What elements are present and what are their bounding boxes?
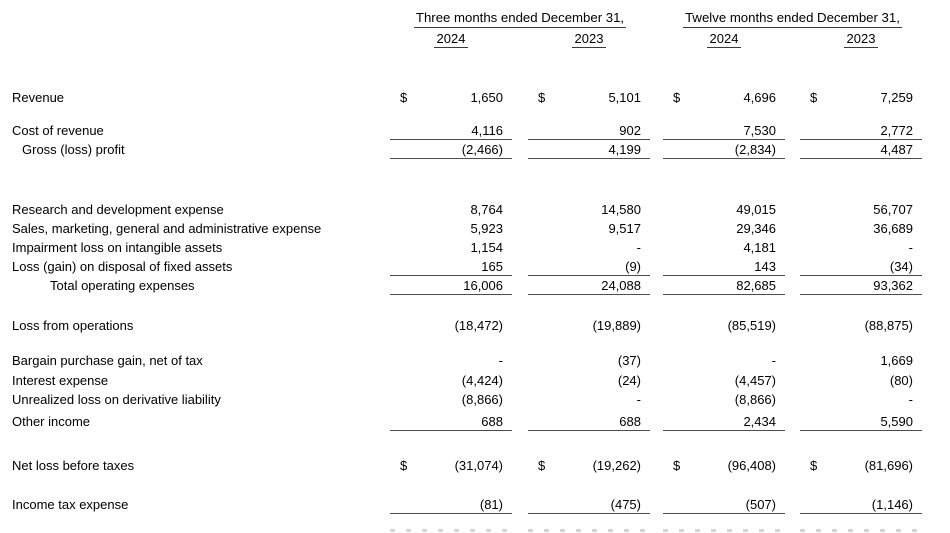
cell-value: 9,517 (608, 221, 641, 236)
table-cell (528, 456, 650, 475)
cell-value: 2,772 (880, 123, 913, 138)
cell-value: (19,889) (592, 318, 641, 333)
dollar-sign (528, 121, 538, 139)
cell-value: (37) (617, 353, 641, 368)
row-label: Loss from operations (12, 318, 134, 333)
table-cell (663, 88, 785, 107)
dollar-sign (800, 276, 810, 294)
table-cell (800, 412, 922, 431)
dollar-sign (390, 412, 400, 430)
cell-value: 5,923 (470, 221, 503, 236)
table-cell (528, 495, 650, 514)
table-cell (528, 219, 650, 238)
cell-value: 165 (481, 259, 503, 274)
table-cell (663, 316, 785, 335)
clipped-bottom-row-fragment (528, 529, 650, 532)
dollar-sign: $ (400, 458, 408, 473)
table-row (0, 495, 950, 514)
table-cell (800, 351, 922, 370)
table-cell (663, 495, 785, 514)
cell-value: 8,764 (470, 202, 503, 217)
dollar-sign (528, 219, 538, 238)
dollar-sign (800, 316, 810, 335)
dollar-sign (800, 371, 810, 390)
dollar-sign (663, 219, 673, 238)
row-label: Impairment loss on intangible assets (12, 240, 223, 255)
table-cell (663, 412, 785, 431)
cell-value: (31,074) (454, 458, 503, 473)
cell-value: (507) (745, 497, 776, 512)
cell-value: 4,199 (608, 142, 641, 157)
cell-value: (1,146) (871, 497, 913, 512)
cell-value: 2,434 (743, 414, 776, 429)
table-cell (663, 390, 785, 409)
dollar-sign (800, 238, 810, 257)
dollar-sign (528, 140, 538, 158)
cell-value: 56,707 (873, 202, 913, 217)
period-header-text: Twelve months ended December 31, (683, 10, 902, 28)
dollar-sign (390, 495, 400, 513)
table-cell (663, 276, 785, 295)
table-cell (800, 390, 922, 409)
dollar-sign (663, 495, 673, 513)
row-label: Total operating expenses (50, 278, 195, 293)
table-cell (390, 276, 512, 295)
row-label: Sales, marketing, general and administrative expense (12, 221, 322, 236)
dollar-sign (663, 412, 673, 430)
table-row (0, 276, 950, 295)
table-cell (800, 140, 922, 159)
table-cell (528, 121, 650, 140)
table-cell (390, 495, 512, 514)
table-cell (800, 200, 922, 219)
table-row (0, 316, 950, 335)
dollar-sign (528, 316, 538, 335)
table-cell (528, 316, 650, 335)
cell-value: (475) (610, 497, 641, 512)
cell-value: - (908, 392, 913, 407)
year-header-2023: 2023 (800, 30, 922, 49)
cell-value: - (636, 392, 641, 407)
cell-value: 7,259 (880, 90, 913, 105)
table-row (0, 351, 950, 370)
table-cell (390, 140, 512, 159)
cell-value: 82,685 (736, 278, 776, 293)
cell-value: (8,866) (461, 392, 503, 407)
table-cell (663, 219, 785, 238)
dollar-sign: $ (810, 458, 818, 473)
cell-value: 4,181 (743, 240, 776, 255)
table-cell (663, 351, 785, 370)
dollar-sign (390, 121, 400, 139)
year-header-2024: 2024 (663, 30, 785, 49)
table-cell (800, 219, 922, 238)
table-cell (800, 88, 922, 107)
table-cell (390, 219, 512, 238)
clipped-bottom-row-fragment (800, 529, 922, 532)
table-cell (528, 412, 650, 431)
table-cell (528, 371, 650, 390)
cell-value: 5,101 (608, 90, 641, 105)
table-cell (663, 238, 785, 257)
table-cell (663, 140, 785, 159)
dollar-sign (663, 200, 673, 219)
dollar-sign (528, 276, 538, 294)
table-cell (800, 276, 922, 295)
cell-value: (88,875) (864, 318, 913, 333)
dollar-sign (528, 371, 538, 390)
table-row (0, 121, 950, 140)
dollar-sign (528, 238, 538, 257)
clipped-bottom-row-fragment (663, 529, 785, 532)
table-row (0, 412, 950, 431)
dollar-sign (800, 495, 810, 513)
table-cell (390, 88, 512, 107)
table-cell (390, 456, 512, 475)
table-row (0, 88, 950, 107)
dollar-sign (663, 140, 673, 158)
cell-value: 5,590 (880, 414, 913, 429)
table-cell (663, 200, 785, 219)
cell-value: 93,362 (873, 278, 913, 293)
dollar-sign (663, 257, 673, 275)
dollar-sign (390, 257, 400, 275)
table-row (0, 257, 950, 276)
dollar-sign (800, 257, 810, 275)
cell-value: 24,088 (601, 278, 641, 293)
table-cell (800, 316, 922, 335)
dollar-sign (800, 200, 810, 219)
cell-value: 1,669 (880, 353, 913, 368)
cell-value: (18,472) (454, 318, 503, 333)
year-header-2023: 2023 (528, 30, 650, 49)
dollar-sign (390, 238, 400, 257)
dollar-sign (528, 200, 538, 219)
table-cell (528, 257, 650, 276)
table-cell (390, 200, 512, 219)
dollar-sign (663, 371, 673, 390)
table-row (0, 371, 950, 390)
dollar-sign (528, 412, 538, 430)
row-label: Loss (gain) on disposal of fixed assets (12, 259, 233, 274)
table-cell (528, 140, 650, 159)
cell-value: - (636, 240, 641, 255)
cell-value: 1,650 (470, 90, 503, 105)
cell-value: (8,866) (734, 392, 776, 407)
period-header-text: Three months ended December 31, (414, 10, 626, 28)
table-cell (528, 351, 650, 370)
dollar-sign (800, 412, 810, 430)
table-cell (528, 200, 650, 219)
row-label: Revenue (12, 90, 65, 105)
dollar-sign (528, 390, 538, 409)
dollar-sign: $ (538, 458, 546, 473)
cell-value: (19,262) (592, 458, 641, 473)
cell-value: 29,346 (736, 221, 776, 236)
table-cell (528, 88, 650, 107)
cell-value: (96,408) (727, 458, 776, 473)
cell-value: 1,154 (470, 240, 503, 255)
cell-value: (81) (479, 497, 503, 512)
dollar-sign (390, 351, 400, 370)
dollar-sign: $ (538, 90, 546, 105)
dollar-sign: $ (673, 458, 681, 473)
cell-value: (2,466) (461, 142, 503, 157)
cell-value: - (908, 240, 913, 255)
row-label: Net loss before taxes (12, 458, 135, 473)
cell-value: (4,424) (461, 373, 503, 388)
row-label: Interest expense (12, 373, 109, 388)
table-cell (390, 238, 512, 257)
row-label: Bargain purchase gain, net of tax (12, 353, 203, 368)
table-cell (800, 257, 922, 276)
cell-value: (85,519) (727, 318, 776, 333)
table-row (0, 456, 950, 475)
dollar-sign (390, 200, 400, 219)
dollar-sign (663, 276, 673, 294)
row-label: Other income (12, 414, 91, 429)
cell-value: 4,487 (880, 142, 913, 157)
table-row (0, 219, 950, 238)
dollar-sign (390, 316, 400, 335)
table-cell (390, 316, 512, 335)
dollar-sign (663, 316, 673, 335)
cell-value: 14,580 (601, 202, 641, 217)
dollar-sign (663, 351, 673, 370)
year-header-2024: 2024 (390, 30, 512, 49)
row-label: Income tax expense (12, 497, 129, 512)
dollar-sign (800, 121, 810, 139)
dollar-sign (800, 140, 810, 158)
dollar-sign (800, 219, 810, 238)
cell-value: 902 (619, 123, 641, 138)
cell-value: 16,006 (463, 278, 503, 293)
table-cell (663, 257, 785, 276)
table-cell (390, 390, 512, 409)
row-label: Unrealized loss on derivative liability (12, 392, 221, 407)
table-cell (390, 351, 512, 370)
cell-value: - (498, 353, 503, 368)
table-cell (663, 456, 785, 475)
dollar-sign (663, 121, 673, 139)
dollar-sign (390, 140, 400, 158)
dollar-sign (800, 390, 810, 409)
table-cell (663, 121, 785, 140)
dollar-sign (663, 390, 673, 409)
cell-value: 7,530 (743, 123, 776, 138)
cell-value: 688 (619, 414, 641, 429)
table-cell (800, 495, 922, 514)
cell-value: 143 (754, 259, 776, 274)
table-cell (663, 371, 785, 390)
table-row (0, 390, 950, 409)
table-cell (528, 390, 650, 409)
table-cell (800, 238, 922, 257)
table-row (0, 140, 950, 159)
dollar-sign: $ (810, 90, 818, 105)
row-label: Gross (loss) profit (22, 142, 125, 157)
cell-value: 688 (481, 414, 503, 429)
clipped-bottom-row-fragment (390, 529, 512, 532)
dollar-sign (390, 276, 400, 294)
dollar-sign (390, 371, 400, 390)
table-cell (390, 257, 512, 276)
cell-value: (80) (889, 373, 913, 388)
table-cell (800, 456, 922, 475)
row-label: Research and development expense (12, 202, 224, 217)
table-cell (800, 121, 922, 140)
dollar-sign: $ (673, 90, 681, 105)
cell-value: (2,834) (734, 142, 776, 157)
dollar-sign (390, 390, 400, 409)
dollar-sign (663, 238, 673, 257)
dollar-sign (528, 257, 538, 275)
table-cell (390, 371, 512, 390)
table-row (0, 238, 950, 257)
dollar-sign (800, 351, 810, 370)
row-label: Cost of revenue (12, 123, 104, 138)
table-cell (800, 371, 922, 390)
cell-value: (81,696) (864, 458, 913, 473)
cell-value: (34) (889, 259, 913, 274)
cell-value: (9) (625, 259, 641, 274)
cell-value: 4,696 (743, 90, 776, 105)
cell-value: 49,015 (736, 202, 776, 217)
table-cell (390, 412, 512, 431)
cell-value: (4,457) (734, 373, 776, 388)
table-cell (528, 238, 650, 257)
table-cell (528, 276, 650, 295)
cell-value: 36,689 (873, 221, 913, 236)
table-cell (390, 121, 512, 140)
cell-value: - (771, 353, 776, 368)
table-row (0, 200, 950, 219)
cell-value: 4,116 (471, 123, 503, 138)
dollar-sign (390, 219, 400, 238)
dollar-sign: $ (400, 90, 408, 105)
dollar-sign (528, 495, 538, 513)
dollar-sign (528, 351, 538, 370)
cell-value: (24) (617, 373, 641, 388)
